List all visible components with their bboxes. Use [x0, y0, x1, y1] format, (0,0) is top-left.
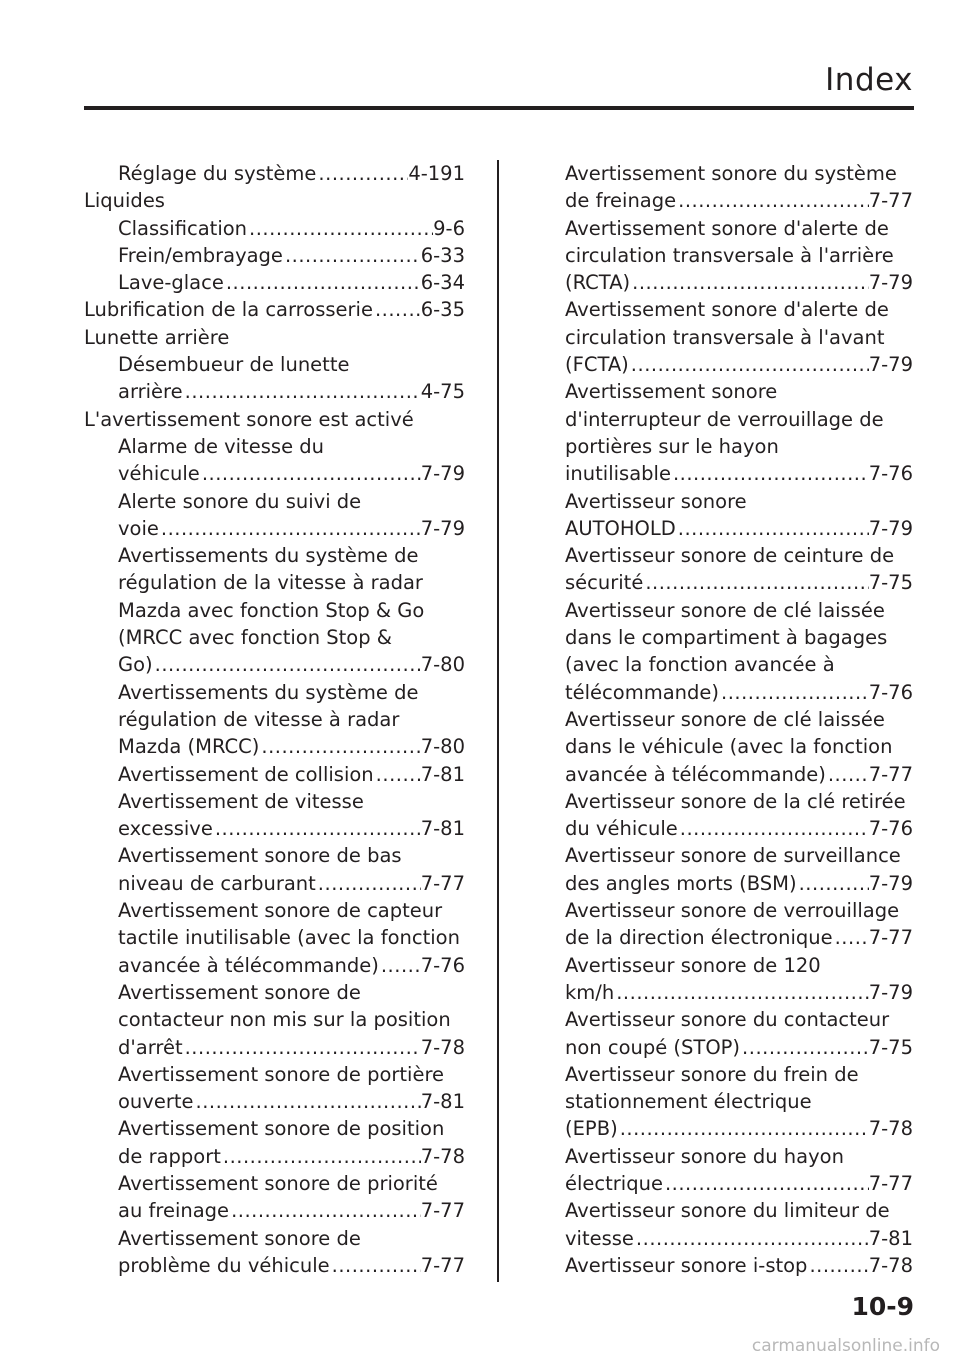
index-entry-text: Avertisseur sonore de ceinture de — [565, 544, 895, 568]
index-entry — [565, 924, 913, 951]
index-entry-text: Mazda avec fonction Stop & Go — [118, 598, 425, 622]
index-entry — [565, 1115, 913, 1142]
index-entry-page: 7-78 — [420, 1144, 465, 1168]
leader-dots — [740, 1034, 869, 1061]
index-entry-page: 6-33 — [420, 243, 465, 267]
leader-dots — [643, 569, 868, 596]
index-entry — [84, 979, 465, 1006]
index-entry-page: 7-76 — [868, 462, 913, 486]
column-divider — [497, 160, 499, 1282]
index-entry — [565, 215, 913, 242]
index-entry — [84, 1061, 465, 1088]
index-entry-text: Désembueur de lunette — [118, 353, 350, 377]
index-entry-page: 7-81 — [420, 817, 465, 841]
index-entry — [84, 842, 465, 869]
leader-dots — [833, 924, 869, 951]
index-entry — [565, 378, 913, 405]
index-entry-page: 7-76 — [420, 953, 465, 977]
index-entry — [565, 269, 913, 296]
index-entry — [84, 433, 465, 460]
index-entry-text: Avertisseur sonore du limiteur de — [565, 1199, 890, 1223]
leader-dots — [618, 1115, 869, 1142]
index-entry-text: vitesse — [565, 1226, 634, 1250]
index-entry-text: de la direction électronique — [565, 926, 833, 950]
index-entry-text: (MRCC avec fonction Stop & — [118, 626, 393, 650]
index-entry-text: Avertisseur sonore de clé laissée — [565, 598, 885, 622]
leader-dots — [678, 815, 869, 842]
index-entry-page: 7-75 — [868, 1035, 913, 1059]
index-entry-text: niveau de carburant — [118, 871, 316, 895]
index-entry — [565, 679, 913, 706]
index-entry-text: Avertissements du système de — [118, 680, 419, 704]
leader-dots — [316, 160, 408, 187]
index-entry-text: dans le véhicule (avec la fonction — [565, 735, 893, 759]
index-entry — [84, 1143, 465, 1170]
leader-dots — [797, 870, 869, 897]
leader-dots — [183, 1034, 421, 1061]
index-entry — [84, 542, 465, 569]
index-entry — [84, 733, 465, 760]
leader-dots — [283, 242, 421, 269]
leader-dots — [374, 761, 421, 788]
index-entry — [84, 215, 465, 242]
index-entry-text: Avertisseur sonore de surveillance — [565, 844, 901, 868]
index-entry-text: avancée à télécommande) — [565, 762, 826, 786]
index-entry — [565, 1088, 913, 1115]
index-entry-text: (RCTA) — [565, 271, 631, 295]
index-entry — [565, 242, 913, 269]
leader-dots — [330, 1252, 421, 1279]
index-entry-text: Avertissement sonore — [565, 380, 778, 404]
index-entry — [84, 924, 465, 951]
index-entry-page: 7-79 — [868, 516, 913, 540]
index-entry — [84, 1197, 465, 1224]
index-entry-page: 7-77 — [420, 1253, 465, 1277]
index-entry-page: 7-77 — [868, 1171, 913, 1195]
index-entry-text: Lunette arrière — [84, 325, 230, 349]
index-entry-text: sécurité — [565, 571, 644, 595]
index-entry — [565, 842, 913, 869]
index-entry-text: Avertisseur sonore i-stop — [565, 1253, 808, 1277]
leader-dots — [676, 187, 869, 214]
index-entry-page: 7-79 — [868, 271, 913, 295]
index-entry — [84, 269, 465, 296]
index-entry — [84, 897, 465, 924]
index-entry — [84, 706, 465, 733]
index-entry-page: 7-79 — [420, 462, 465, 486]
leader-dots — [719, 679, 869, 706]
leader-dots — [614, 979, 869, 1006]
index-entry — [565, 515, 913, 542]
index-entry-text: Classification — [118, 216, 248, 240]
index-entry-text: Réglage du système — [118, 162, 317, 185]
index-entry-text: Avertissement sonore de portière — [118, 1062, 445, 1086]
index-entry-page: 7-79 — [868, 353, 913, 377]
index-entry-page: 7-76 — [868, 680, 913, 704]
leader-dots — [153, 651, 421, 678]
index-entry-text: Avertissement de collision — [118, 762, 374, 786]
watermark: carmanualsonline.info — [751, 1336, 940, 1356]
index-entry-text: Avertisseur sonore du frein de — [565, 1062, 859, 1086]
index-entry — [565, 160, 913, 187]
index-entry — [565, 460, 913, 487]
index-entry — [565, 651, 913, 678]
leader-dots — [379, 952, 421, 979]
index-entry-page: 4-191 — [408, 162, 465, 185]
index-entry-page: 7-80 — [420, 653, 465, 677]
index-entry-text: Avertisseur sonore de clé laissée — [565, 707, 885, 731]
index-entry-text: Avertissement sonore d'alerte de — [565, 298, 889, 322]
leader-dots — [826, 761, 869, 788]
index-entry — [84, 761, 465, 788]
index-entry-text: Avertisseur sonore de la clé retirée — [565, 789, 906, 813]
index-entry-text: Avertissement sonore de position — [118, 1117, 445, 1141]
index-entry-text: L'avertissement sonore est activé — [84, 407, 414, 431]
page-number: 10-9 — [851, 1292, 914, 1321]
index-entry — [84, 324, 465, 351]
index-entry-text: Avertisseur sonore de 120 — [565, 953, 821, 977]
index-entry-page: 6-34 — [420, 271, 465, 295]
leader-dots — [634, 1225, 869, 1252]
leader-dots — [671, 460, 869, 487]
index-entry — [565, 952, 913, 979]
index-entry-page: 7-77 — [868, 189, 913, 213]
index-entry-page: 7-78 — [868, 1253, 913, 1277]
leader-dots — [213, 815, 421, 842]
index-entry — [84, 952, 465, 979]
index-entry-text: des angles morts (BSM) — [565, 871, 797, 895]
index-entry — [84, 378, 465, 405]
index-entry — [565, 979, 913, 1006]
index-entry-text: avancée à télécommande) — [118, 953, 379, 977]
index-entry — [565, 1225, 913, 1252]
index-entry-text: Avertisseur sonore de verrouillage — [565, 899, 900, 923]
index-entry — [565, 897, 913, 924]
leader-dots — [316, 870, 421, 897]
index-entry-text: Avertissement sonore de bas — [118, 844, 402, 868]
index-entry-text: Mazda (MRCC) — [118, 735, 260, 759]
index-entry-text: non coupé (STOP) — [565, 1035, 741, 1059]
index-entry-text: Avertissement sonore de — [118, 980, 361, 1004]
index-entry-text: inutilisable — [565, 462, 671, 486]
index-entry — [84, 651, 465, 678]
index-column-left — [84, 160, 465, 1279]
index-entry — [84, 679, 465, 706]
leader-dots — [224, 269, 421, 296]
index-entry — [84, 569, 465, 596]
leader-dots — [221, 1143, 421, 1170]
index-entry-text: problème du véhicule — [118, 1253, 330, 1277]
index-entry-text: télécommande) — [565, 680, 719, 704]
index-entry-text: régulation de vitesse à radar — [118, 707, 400, 731]
index-entry — [565, 488, 913, 515]
index-entry — [84, 624, 465, 651]
index-entry-text: Go) — [118, 653, 153, 677]
index-entry-page: 7-79 — [420, 516, 465, 540]
leader-dots — [183, 378, 421, 405]
leader-dots — [194, 1088, 421, 1115]
index-entry-text: véhicule — [118, 462, 200, 486]
leader-dots — [676, 515, 869, 542]
index-entry — [565, 1061, 913, 1088]
index-entry-text: km/h — [565, 980, 615, 1004]
index-entry-page: 4-75 — [420, 380, 465, 404]
index-entry — [84, 515, 465, 542]
index-entry — [565, 1197, 913, 1224]
index-entry — [565, 597, 913, 624]
index-entry-text: dans le compartiment à bagages — [565, 626, 888, 650]
leader-dots — [200, 460, 421, 487]
index-entry — [565, 1170, 913, 1197]
index-entry — [84, 460, 465, 487]
index-entry-page: 6-35 — [420, 298, 465, 322]
index-entry-text: arrière — [118, 380, 183, 404]
index-entry-text: de freinage — [565, 189, 677, 213]
index-entry-text: Frein/embrayage — [118, 243, 283, 267]
index-entry-text: circulation transversale à l'arrière — [565, 243, 894, 267]
index-entry-text: d'interrupteur de verrouillage de — [565, 407, 884, 431]
index-entry-text: Avertisseur sonore du hayon — [565, 1144, 844, 1168]
index-entry — [84, 815, 465, 842]
index-entry-page: 9-6 — [433, 216, 465, 240]
index-entry — [565, 761, 913, 788]
index-entry — [565, 569, 913, 596]
index-entry — [84, 1006, 465, 1033]
index-entry — [565, 1252, 913, 1279]
index-entry — [84, 406, 465, 433]
index-entry-text: régulation de la vitesse à radar — [118, 571, 423, 595]
leader-dots — [807, 1252, 868, 1279]
index-entry-text: ouverte — [118, 1090, 194, 1114]
leader-dots — [663, 1170, 869, 1197]
index-entry — [565, 870, 913, 897]
index-entry-page: 7-78 — [420, 1035, 465, 1059]
index-entry-text: au freinage — [118, 1199, 230, 1223]
index-entry — [84, 1115, 465, 1142]
index-entry-page: 7-79 — [868, 871, 913, 895]
index-entry-page: 7-75 — [868, 571, 913, 595]
index-entry — [84, 160, 465, 187]
index-entry — [565, 1006, 913, 1033]
index-entry — [565, 542, 913, 569]
index-entry — [565, 1034, 913, 1061]
index-entry-text: Alerte sonore du suivi de — [118, 489, 362, 513]
leader-dots — [247, 215, 433, 242]
index-entry-text: circulation transversale à l'avant — [565, 325, 885, 349]
index-entry — [84, 1034, 465, 1061]
index-entry-text: contacteur non mis sur la position — [118, 1008, 451, 1032]
index-entry — [565, 733, 913, 760]
leader-dots — [373, 296, 421, 323]
index-entry-text: Avertissement sonore du système — [565, 162, 897, 185]
index-entry-text: d'arrêt — [118, 1035, 183, 1059]
index-entry-text: (EPB) — [565, 1117, 618, 1141]
index-entry-text: tactile inutilisable (avec la fonction — [118, 926, 460, 950]
index-entry-page: 7-77 — [868, 762, 913, 786]
index-entry — [565, 296, 913, 323]
index-entry-text: Avertissement de vitesse — [118, 789, 364, 813]
index-entry — [84, 296, 465, 323]
leader-dots — [629, 351, 869, 378]
index-entry-text: (avec la fonction avancée à — [565, 653, 835, 677]
index-entry-page: 7-79 — [868, 980, 913, 1004]
index-entry — [565, 624, 913, 651]
index-entry-page: 7-81 — [420, 762, 465, 786]
index-entry — [84, 870, 465, 897]
index-entry-text: excessive — [118, 817, 213, 841]
index-entry-page: 7-81 — [420, 1090, 465, 1114]
index-entry — [565, 433, 913, 460]
index-column-right — [565, 160, 913, 1279]
index-entry-text: Liquides — [84, 189, 165, 213]
index-entry-text: Avertissement sonore de — [118, 1226, 361, 1250]
index-entry — [84, 488, 465, 515]
header-rule — [84, 106, 914, 110]
index-entry-text: Lave-glace — [118, 271, 224, 295]
index-entry — [84, 187, 465, 214]
index-entry — [84, 351, 465, 378]
index-entry-text: AUTOHOLD — [565, 516, 676, 540]
index-entry-text: (FCTA) — [565, 353, 629, 377]
index-entry — [565, 406, 913, 433]
leader-dots — [229, 1197, 421, 1224]
leader-dots — [159, 515, 421, 542]
index-entry — [565, 187, 913, 214]
index-entry-text: Avertisseur sonore — [565, 489, 747, 513]
index-entry — [84, 788, 465, 815]
index-entry-text: Lubrification de la carrosserie — [84, 298, 373, 322]
index-entry-text: Alarme de vitesse du — [118, 434, 324, 458]
index-entry-page: 7-77 — [420, 871, 465, 895]
index-entry-text: Avertissement sonore de capteur — [118, 899, 443, 923]
index-entry-text: stationnement électrique — [565, 1090, 812, 1114]
index-entry-text: du véhicule — [565, 817, 678, 841]
index-entry-text: Avertissement sonore d'alerte de — [565, 216, 889, 240]
index-entry-text: Avertissement sonore de priorité — [118, 1171, 438, 1195]
index-entry — [565, 351, 913, 378]
index-entry — [84, 1170, 465, 1197]
index-entry-text: voie — [118, 516, 159, 540]
index-entry-text: portières sur le hayon — [565, 434, 779, 458]
leader-dots — [259, 733, 420, 760]
index-entry-page: 7-81 — [868, 1226, 913, 1250]
index-entry — [84, 1225, 465, 1252]
index-entry-page: 7-80 — [420, 735, 465, 759]
index-entry — [84, 242, 465, 269]
index-entry — [565, 788, 913, 815]
index-entry-text: Avertissements du système de — [118, 544, 419, 568]
index-entry — [565, 324, 913, 351]
index-entry — [565, 706, 913, 733]
index-entry — [565, 815, 913, 842]
index-entry — [84, 1252, 465, 1279]
index-entry-text: électrique — [565, 1171, 663, 1195]
leader-dots — [630, 269, 869, 296]
index-entry-page: 7-78 — [868, 1117, 913, 1141]
index-entry — [84, 1088, 465, 1115]
index-entry-page: 7-76 — [868, 817, 913, 841]
page-title: Index — [825, 62, 913, 98]
index-entry-page: 7-77 — [420, 1199, 465, 1223]
index-entry — [84, 597, 465, 624]
index-entry-text: de rapport — [118, 1144, 221, 1168]
index-entry — [565, 1143, 913, 1170]
index-entry-page: 7-77 — [868, 926, 913, 950]
index-entry-text: Avertisseur sonore du contacteur — [565, 1008, 890, 1032]
